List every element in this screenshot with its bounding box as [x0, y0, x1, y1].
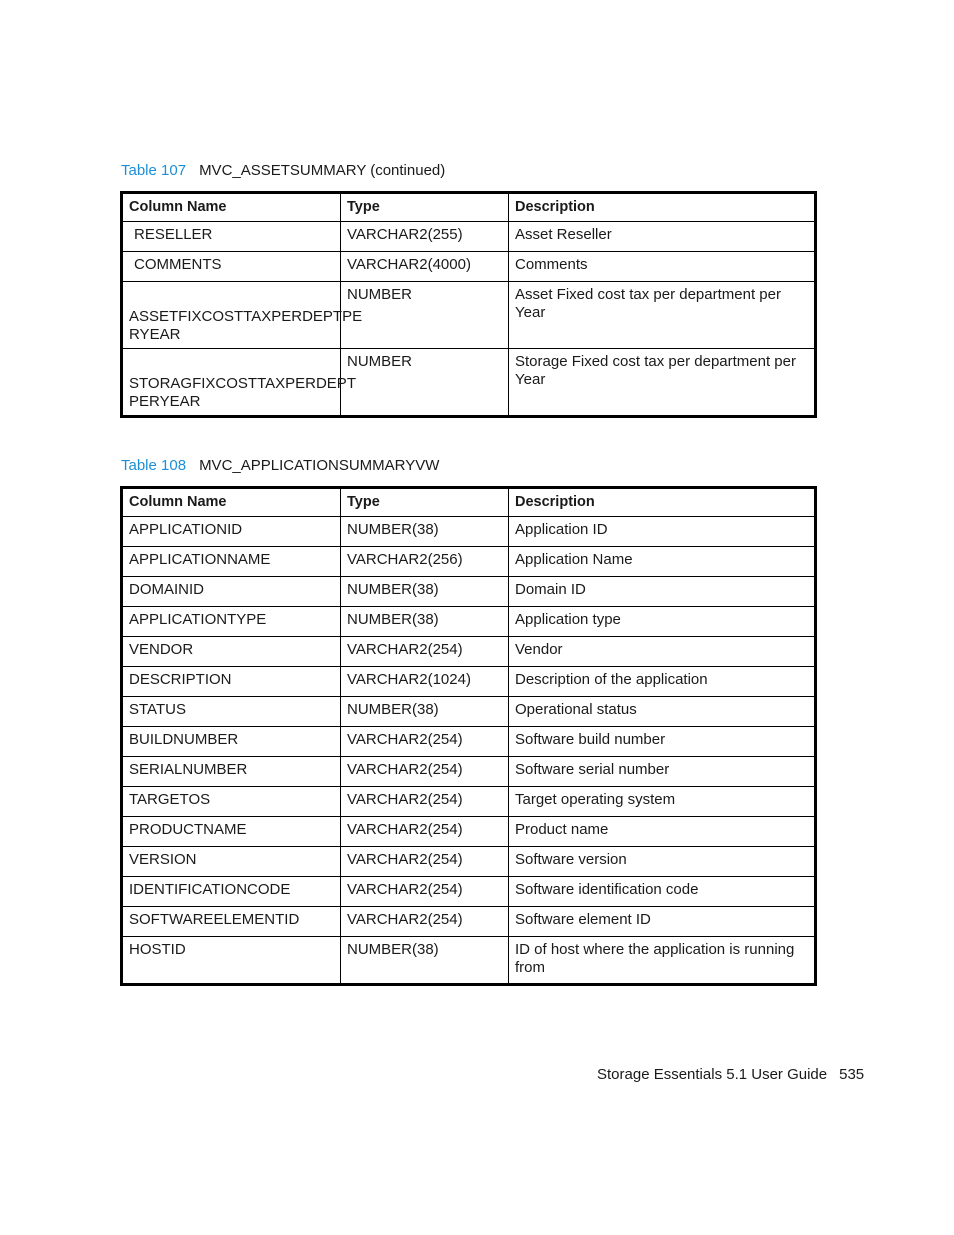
- table-row: [122, 877, 816, 907]
- table-row: [122, 637, 816, 667]
- cell-column-name: DESCRIPTION: [122, 667, 341, 697]
- table-row: [122, 697, 816, 727]
- cell-column-name: STATUS: [122, 697, 341, 727]
- table-row: [122, 252, 816, 282]
- table-108-title: MVC_APPLICATIONSUMMARYVW: [199, 457, 440, 474]
- cell-type: NUMBER(38): [341, 937, 509, 985]
- cell-column-name: SOFTWAREELEMENTID: [122, 907, 341, 937]
- cell-column-name: VENDOR: [122, 637, 341, 667]
- guide-title: Storage Essentials 5.1 User Guide: [597, 1066, 828, 1083]
- cell-column-name: ASSETFIXCOSTTAXPERDEPTPE RYEAR: [122, 282, 341, 349]
- cell-description: Target operating system: [509, 787, 816, 817]
- table-row: [122, 349, 816, 417]
- cell-column-name: DOMAINID: [122, 577, 341, 607]
- table-108: [120, 486, 817, 986]
- cell-description: Application type: [509, 607, 816, 637]
- table-row: [122, 282, 816, 349]
- table-row: [122, 757, 816, 787]
- cell-column-name: TARGETOS: [122, 787, 341, 817]
- cell-type: VARCHAR2(254): [341, 787, 509, 817]
- cell-type: VARCHAR2(256): [341, 547, 509, 577]
- cell-description: Description of the application: [509, 667, 816, 697]
- table-row: [122, 907, 816, 937]
- column-header: Description: [509, 193, 816, 222]
- cell-column-name: APPLICATIONNAME: [122, 547, 341, 577]
- cell-type: VARCHAR2(254): [341, 847, 509, 877]
- table-row: [122, 817, 816, 847]
- cell-column-name: STORAGFIXCOSTTAXPERDEPT PERYEAR: [122, 349, 341, 417]
- cell-column-name: HOSTID: [122, 937, 341, 985]
- column-header: Type: [341, 193, 509, 222]
- table-107-title: MVC_ASSETSUMMARY (continued): [199, 162, 446, 179]
- cell-description: Software element ID: [509, 907, 816, 937]
- table-108-caption: [121, 457, 439, 474]
- cell-type: VARCHAR2(4000): [341, 252, 509, 282]
- cell-column-name: SERIALNUMBER: [122, 757, 341, 787]
- cell-column-name: VERSION: [122, 847, 341, 877]
- cell-description: Operational status: [509, 697, 816, 727]
- cell-type: NUMBER: [341, 349, 509, 417]
- cell-description: Product name: [509, 817, 816, 847]
- cell-column-name: PRODUCTNAME: [122, 817, 341, 847]
- cell-description: ID of host where the application is running from: [509, 937, 816, 985]
- table-row: [122, 847, 816, 877]
- table-row: [122, 577, 816, 607]
- cell-type: VARCHAR2(254): [341, 877, 509, 907]
- table-107: [120, 191, 817, 418]
- cell-description: Storage Fixed cost tax per department per Year: [509, 349, 816, 417]
- page-footer: [597, 1066, 864, 1083]
- column-header: Type: [341, 488, 509, 517]
- cell-description: Domain ID: [509, 577, 816, 607]
- cell-type: VARCHAR2(254): [341, 637, 509, 667]
- cell-description: Application ID: [509, 517, 816, 547]
- column-header: Description: [509, 488, 816, 517]
- cell-description: Asset Fixed cost tax per department per Year: [509, 282, 816, 349]
- cell-type: NUMBER(38): [341, 577, 509, 607]
- cell-type: NUMBER(38): [341, 697, 509, 727]
- cell-column-name: COMMENTS: [122, 252, 341, 282]
- cell-description: Comments: [509, 252, 816, 282]
- page-number: 535: [839, 1066, 865, 1083]
- cell-type: VARCHAR2(254): [341, 817, 509, 847]
- table-107-caption: [121, 162, 445, 179]
- cell-description: Asset Reseller: [509, 222, 816, 252]
- cell-type: NUMBER(38): [341, 517, 509, 547]
- table-107-label: Table 107: [121, 162, 187, 179]
- cell-column-name: RESELLER: [122, 222, 341, 252]
- cell-type: NUMBER: [341, 282, 509, 349]
- cell-type: VARCHAR2(254): [341, 727, 509, 757]
- column-header: Column Name: [122, 193, 341, 222]
- table-row: [122, 547, 816, 577]
- cell-type: VARCHAR2(254): [341, 907, 509, 937]
- cell-type: VARCHAR2(254): [341, 757, 509, 787]
- cell-description: Software version: [509, 847, 816, 877]
- cell-column-name: APPLICATIONTYPE: [122, 607, 341, 637]
- table-row: [122, 517, 816, 547]
- table-row: [122, 937, 816, 985]
- cell-description: Software identification code: [509, 877, 816, 907]
- cell-column-name: APPLICATIONID: [122, 517, 341, 547]
- cell-type: NUMBER(38): [341, 607, 509, 637]
- cell-type: VARCHAR2(255): [341, 222, 509, 252]
- table-row: [122, 787, 816, 817]
- table-108-label: Table 108: [121, 457, 187, 474]
- table-header-row: [122, 488, 816, 517]
- cell-column-name: IDENTIFICATIONCODE: [122, 877, 341, 907]
- table-row: [122, 727, 816, 757]
- column-header: Column Name: [122, 488, 341, 517]
- cell-description: Application Name: [509, 547, 816, 577]
- table-row: [122, 222, 816, 252]
- cell-description: Vendor: [509, 637, 816, 667]
- cell-description: Software build number: [509, 727, 816, 757]
- table-row: [122, 667, 816, 697]
- cell-description: Software serial number: [509, 757, 816, 787]
- cell-column-name: BUILDNUMBER: [122, 727, 341, 757]
- table-row: [122, 607, 816, 637]
- table-header-row: [122, 193, 816, 222]
- cell-type: VARCHAR2(1024): [341, 667, 509, 697]
